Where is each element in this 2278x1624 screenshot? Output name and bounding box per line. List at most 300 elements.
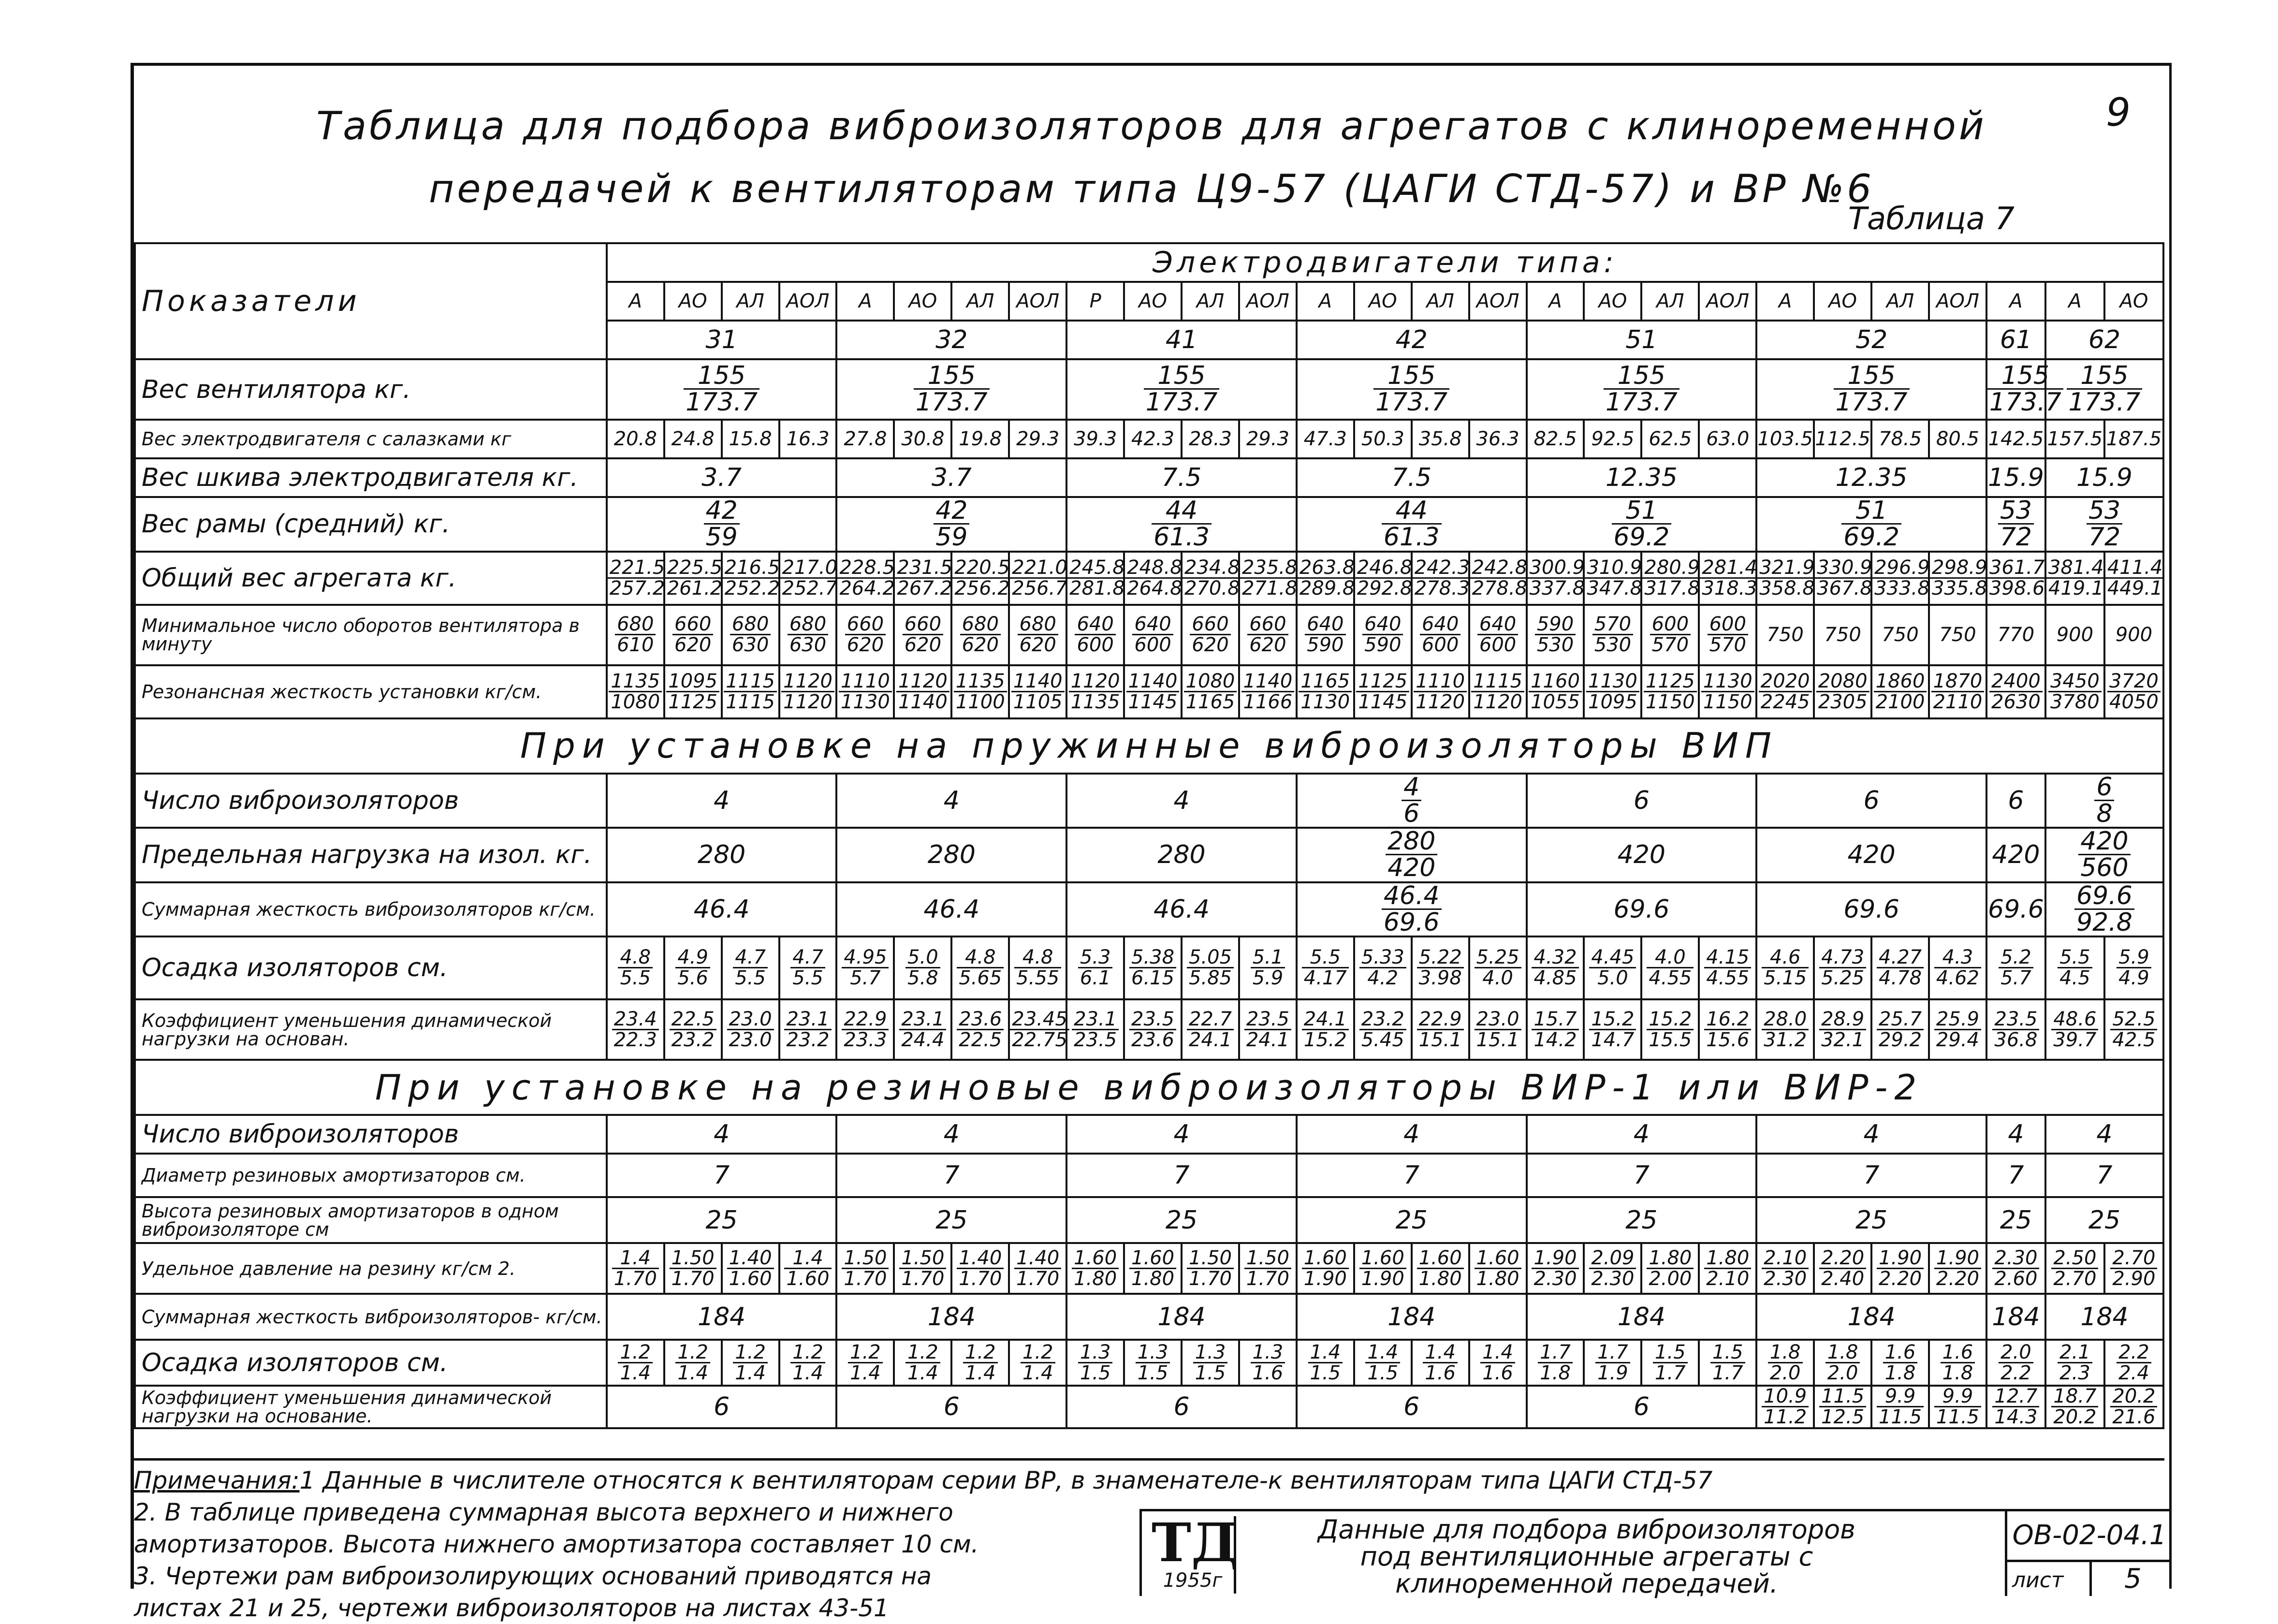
group-value — [1527, 497, 1757, 552]
fraction-denominator: 2.30 — [1764, 1267, 1807, 1290]
column-value — [1584, 999, 1641, 1060]
motor-type-cell: АЛ — [722, 282, 779, 321]
row-rubber-pressure — [135, 1243, 2163, 1294]
column-value — [951, 999, 1009, 1060]
fraction-numerator: 155 — [684, 363, 759, 390]
fraction-denominator: 267.2 — [897, 577, 952, 600]
fraction-denominator: 2.2 — [2001, 1361, 2031, 1384]
fraction-value — [1480, 1343, 1515, 1383]
fraction-numerator: 42 — [934, 498, 969, 525]
fraction-denominator: 600 — [1479, 634, 1517, 657]
column-value: 750 — [1929, 605, 1986, 665]
drawing-sheet — [131, 63, 2172, 1622]
fraction-value — [1762, 1010, 1809, 1050]
motor-size-cell: 41 — [1066, 321, 1297, 359]
fraction-denominator: 173.7 — [1989, 388, 2061, 417]
fraction-numerator: 1125 — [1356, 672, 1409, 692]
fraction-numerator: 660 — [845, 614, 886, 635]
fraction-denominator: 23.0 — [729, 1028, 772, 1051]
fraction-denominator: 333.8 — [1874, 577, 1930, 600]
fraction-denominator: 5.85 — [1188, 967, 1232, 990]
column-value — [1871, 665, 1929, 718]
fraction-numerator: 381.4 — [2046, 558, 2106, 579]
column-value — [1584, 1243, 1641, 1294]
title-block-line-2: под вентиляционные агрегаты с — [1360, 1541, 1813, 1572]
fraction-value — [1841, 498, 1901, 550]
group-value — [607, 359, 837, 420]
fraction-denominator: 1.4 — [735, 1361, 766, 1384]
fraction-numerator: 640 — [1075, 614, 1115, 635]
fraction-numerator: 1.90 — [1532, 1248, 1578, 1269]
fraction-value — [1069, 672, 1122, 712]
fraction-value — [1414, 672, 1467, 712]
motors-type-header: Электродвигатели типа: — [607, 243, 2163, 282]
drawing-code: ОВ-02-04.1 — [2005, 1511, 2172, 1562]
fraction-numerator: 217.0 — [780, 558, 840, 579]
column-value — [1354, 665, 1412, 718]
fraction-value — [1129, 1248, 1176, 1288]
group-value — [1297, 828, 1527, 882]
fraction-value — [963, 1343, 998, 1383]
fraction-denominator: 69.6 — [1383, 907, 1440, 937]
column-value — [1641, 999, 1699, 1060]
title-block — [1139, 1509, 2172, 1599]
column-value — [1814, 1386, 1871, 1428]
fraction-value — [2110, 1387, 2157, 1427]
column-value — [1009, 1340, 1066, 1386]
column-value — [1469, 936, 1527, 999]
fraction-value — [1999, 948, 2033, 988]
fraction-denominator: 15.5 — [1649, 1028, 1692, 1051]
fraction-numerator: 4.9 — [675, 948, 710, 968]
fraction-denominator: 1.70 — [1246, 1267, 1289, 1290]
fraction-numerator: 640 — [1477, 614, 1518, 635]
fraction-value — [618, 1343, 653, 1383]
fraction-value — [934, 498, 969, 550]
column-value — [1009, 665, 1066, 718]
fraction-value — [1934, 1387, 1981, 1427]
fraction-numerator: 1.50 — [1244, 1248, 1291, 1269]
fraction-denominator: 1120 — [1473, 690, 1522, 713]
group-value — [2045, 882, 2163, 937]
row-spring-count — [135, 774, 2163, 828]
motor-type-cell: АО — [1354, 282, 1412, 321]
fraction-numerator: 1135 — [609, 672, 662, 692]
header-row-1 — [135, 243, 2163, 282]
fraction-numerator: 234.8 — [1183, 558, 1242, 579]
fraction-numerator: 23.45 — [1010, 1010, 1069, 1030]
fraction-denominator: 1.70 — [1188, 1267, 1232, 1290]
fraction-denominator: 1100 — [955, 690, 1005, 713]
column-value: 47.3 — [1297, 420, 1354, 458]
fraction-value — [1129, 948, 1176, 988]
fraction-value — [612, 1248, 659, 1288]
group-value: 184 — [1756, 1294, 1986, 1340]
fraction-denominator: 5.65 — [959, 967, 1002, 990]
fraction-numerator: 420 — [2078, 829, 2130, 855]
fraction-denominator: 1.5 — [1367, 1361, 1399, 1384]
group-value — [836, 497, 1066, 552]
fraction-denominator: 2.0 — [1827, 1361, 1858, 1384]
fraction-denominator: 5.9 — [1252, 967, 1284, 990]
column-value — [2045, 552, 2104, 605]
fraction-numerator: 16.2 — [1704, 1010, 1751, 1030]
column-value — [1986, 665, 2045, 718]
fraction-denominator: 1.5 — [1310, 1361, 1341, 1384]
fraction-denominator: 1150 — [1703, 690, 1752, 713]
row-label: Вес вентилятора кг. — [135, 359, 607, 420]
fraction-denominator: 530 — [1536, 634, 1574, 657]
fraction-denominator: 14.2 — [1533, 1028, 1577, 1051]
fraction-value — [784, 1010, 831, 1050]
fraction-value — [1992, 1387, 2039, 1427]
fraction-denominator: 4.0 — [1482, 967, 1513, 990]
group-value: 25 — [836, 1197, 1066, 1243]
column-value — [664, 1340, 722, 1386]
column-value — [836, 999, 894, 1060]
fraction-value — [1934, 1248, 1981, 1288]
fraction-denominator: 570 — [1651, 634, 1689, 657]
fraction-denominator: 2.70 — [2053, 1267, 2097, 1290]
motor-size-cell: 32 — [836, 321, 1066, 359]
column-value — [1871, 1340, 1929, 1386]
column-value — [1124, 1340, 1182, 1386]
column-value: 63.0 — [1699, 420, 1756, 458]
fraction-value — [1136, 1343, 1170, 1383]
fraction-value — [837, 558, 897, 598]
column-value — [1239, 665, 1297, 718]
fraction-numerator: 296.9 — [1872, 558, 1932, 579]
fraction-numerator: 5.9 — [2117, 948, 2151, 968]
fraction-value — [1193, 1343, 1228, 1383]
column-value — [1986, 1386, 2045, 1428]
fraction-value — [1644, 672, 1697, 712]
fraction-denominator: 620 — [1249, 634, 1286, 657]
column-value — [1182, 999, 1239, 1060]
fraction-numerator: 1130 — [1701, 672, 1754, 692]
fraction-numerator: 5.33 — [1359, 948, 1406, 968]
fraction-value — [1152, 498, 1212, 550]
fraction-value — [1021, 1343, 1055, 1383]
column-value — [1527, 999, 1584, 1060]
column-value — [1469, 1340, 1527, 1386]
column-value — [1239, 552, 1297, 605]
fraction-numerator: 660 — [672, 614, 713, 635]
group-value — [1297, 882, 1527, 937]
fraction-numerator: 3720 — [2107, 672, 2161, 692]
group-value: 25 — [1527, 1197, 1757, 1243]
row-label: Суммарная жесткость виброизоляторов- кг/см. — [135, 1294, 607, 1340]
column-value — [894, 936, 951, 999]
column-value — [1584, 605, 1641, 665]
fraction-numerator: 2020 — [1759, 672, 1812, 692]
fraction-numerator: 23.2 — [1359, 1010, 1406, 1030]
column-value — [951, 605, 1009, 665]
row-resonant-stiffness — [135, 665, 2163, 718]
fraction-numerator: 246.8 — [1355, 558, 1415, 579]
motor-type-cell: АОЛ — [1009, 282, 1066, 321]
fraction-value — [1067, 558, 1127, 598]
fraction-denominator: 39.7 — [2053, 1028, 2097, 1051]
fraction-value — [730, 614, 771, 655]
fraction-value — [895, 558, 954, 598]
fraction-value — [1129, 1010, 1176, 1050]
column-value — [1756, 1386, 1814, 1428]
fraction-numerator: 9.9 — [1934, 1387, 1981, 1407]
fraction-numerator: 281.4 — [1700, 558, 1759, 579]
fraction-denominator: 2.10 — [1706, 1267, 1750, 1290]
note-3b: листах 21 и 25, чертежи виброизоляторов на листах 43-51 — [134, 1594, 889, 1622]
fraction-numerator: 44 — [1382, 498, 1442, 525]
column-value — [1756, 1243, 1814, 1294]
fraction-numerator: 1.4 — [1308, 1343, 1343, 1363]
column-value — [1986, 1243, 2045, 1294]
fraction-numerator: 23.6 — [957, 1010, 1004, 1030]
column-value — [1814, 552, 1871, 605]
fraction-numerator: 1.40 — [727, 1248, 774, 1269]
fraction-denominator: 620 — [847, 634, 884, 657]
fraction-denominator: 6.15 — [1131, 967, 1175, 990]
table-number: Таблица 7 — [1848, 201, 2015, 237]
fraction-numerator: 660 — [1247, 614, 1288, 635]
fraction-denominator: 449.1 — [2107, 577, 2163, 600]
fraction-numerator: 228.5 — [837, 558, 897, 579]
fraction-numerator: 263.8 — [1298, 558, 1357, 579]
fraction-numerator: 53 — [1998, 498, 2034, 525]
fraction-value — [781, 672, 834, 712]
column-value: 50.3 — [1354, 420, 1412, 458]
fraction-numerator: 1120 — [896, 672, 949, 692]
group-value: 184 — [1527, 1294, 1757, 1340]
column-value — [1066, 552, 1124, 605]
column-value — [1297, 552, 1354, 605]
fraction-denominator: 72 — [2088, 523, 2121, 552]
fraction-value — [1595, 1343, 1630, 1383]
row-label: Резонансная жесткость установки кг/см. — [135, 665, 607, 718]
fraction-numerator: 2.30 — [1992, 1248, 2039, 1269]
column-value — [1527, 552, 1584, 605]
fraction-numerator: 411.4 — [2105, 558, 2165, 579]
fraction-value — [1989, 672, 2043, 712]
column-value — [1412, 552, 1469, 605]
column-value: 187.5 — [2104, 420, 2163, 458]
fraction-denominator: 72 — [2000, 523, 2032, 552]
column-value — [1584, 1340, 1641, 1386]
motor-type-cell: АЛ — [1412, 282, 1469, 321]
row-spring-deflection — [135, 936, 2163, 999]
fraction-denominator: 1.5 — [1080, 1361, 1111, 1384]
fraction-numerator: 1.3 — [1136, 1343, 1170, 1363]
column-value — [722, 605, 779, 665]
column-value — [1527, 1340, 1584, 1386]
fraction-denominator: 22.75 — [1012, 1028, 1067, 1051]
column-value — [1009, 552, 1066, 605]
motor-type-cell: А — [607, 282, 664, 321]
column-value — [1412, 936, 1469, 999]
fraction-denominator: 8 — [2096, 799, 2113, 828]
group-value: 3.7 — [607, 458, 837, 497]
fraction-denominator: 4.2 — [1367, 967, 1399, 990]
fraction-value — [1529, 672, 1582, 712]
group-value: 69.6 — [1986, 882, 2045, 937]
column-value — [1239, 605, 1297, 665]
fraction-numerator: 23.4 — [612, 1010, 659, 1030]
column-value — [836, 665, 894, 718]
column-value — [894, 1340, 951, 1386]
column-value — [1354, 605, 1412, 665]
group-value: 184 — [1066, 1294, 1297, 1340]
title-line-2: передачей к вентиляторам типа Ц9-57 (ЦАГИ СТД-57) и ВР №6 — [428, 166, 1875, 211]
group-value: 6 — [1527, 1386, 1757, 1428]
fraction-value — [2117, 1343, 2151, 1383]
group-value: 184 — [1986, 1294, 2045, 1340]
fraction-value — [733, 948, 768, 988]
column-value: 80.5 — [1929, 420, 1986, 458]
fraction-value — [2087, 498, 2122, 550]
column-value — [1066, 936, 1124, 999]
fraction-value — [723, 558, 782, 598]
column-value — [1814, 1243, 1871, 1294]
column-value — [1066, 1340, 1124, 1386]
group-value — [2045, 828, 2163, 882]
fraction-value — [1819, 948, 1866, 988]
column-value — [722, 1243, 779, 1294]
fraction-numerator: 4.73 — [1819, 948, 1866, 968]
fraction-numerator: 680 — [788, 614, 828, 635]
column-value — [664, 605, 722, 665]
fraction-numerator: 4.8 — [1014, 948, 1061, 968]
fraction-value — [1014, 948, 1061, 988]
fraction-numerator: 680 — [615, 614, 656, 635]
group-value: 6 — [1756, 774, 1986, 828]
fraction-value — [1815, 558, 1874, 598]
fraction-numerator: 22.7 — [1187, 1010, 1234, 1030]
fraction-denominator: 61.3 — [1154, 523, 1210, 552]
fraction-numerator: 570 — [1592, 614, 1633, 635]
fraction-numerator: 24.1 — [1302, 1010, 1349, 1030]
row-label: Диаметр резиновых амортизаторов см. — [135, 1154, 607, 1197]
column-value — [1871, 552, 1929, 605]
fraction-value — [2058, 1343, 2092, 1383]
fraction-value — [1072, 1010, 1119, 1050]
column-value — [2045, 665, 2104, 718]
row-label: Число виброизоляторов — [135, 1115, 607, 1154]
fraction-numerator: 1.4 — [612, 1248, 659, 1269]
fraction-numerator: 1.4 — [1480, 1343, 1515, 1363]
fraction-numerator: 1115 — [1471, 672, 1524, 692]
fraction-value — [1700, 558, 1759, 598]
fraction-denominator: 2.30 — [1591, 1267, 1635, 1290]
fraction-value — [957, 1010, 1004, 1050]
fraction-denominator: 5.7 — [2001, 967, 2031, 990]
fraction-numerator: 242.3 — [1413, 558, 1472, 579]
fraction-denominator: 570 — [1709, 634, 1746, 657]
fraction-value — [1819, 1387, 1866, 1427]
motor-type-cell: А — [1297, 282, 1354, 321]
fraction-numerator: 1.2 — [675, 1343, 710, 1363]
fraction-value — [1992, 1248, 2039, 1288]
title-block-text — [1243, 1516, 1930, 1597]
fraction-value — [704, 498, 740, 550]
fraction-denominator: 620 — [962, 634, 999, 657]
fraction-denominator: 1.70 — [901, 1267, 945, 1290]
fraction-value — [1417, 1248, 1464, 1288]
fraction-value — [1417, 948, 1464, 988]
fraction-value — [1471, 672, 1524, 712]
td-logo — [1152, 1511, 1239, 1594]
fraction-value — [1604, 363, 1679, 415]
fraction-denominator: 1.70 — [671, 1267, 715, 1290]
column-value — [1871, 1243, 1929, 1294]
group-value: 184 — [836, 1294, 1066, 1340]
motor-type-cell: АО — [894, 282, 951, 321]
fraction-value — [1247, 614, 1288, 655]
fraction-numerator: 69.6 — [2074, 883, 2134, 910]
group-value — [1986, 497, 2045, 552]
group-value: 6 — [607, 1386, 837, 1428]
fraction-numerator: 12.7 — [1992, 1387, 2039, 1407]
column-value — [836, 552, 894, 605]
motor-type-cell: Р — [1066, 282, 1124, 321]
fraction-value — [1877, 1010, 1924, 1050]
column-value — [951, 552, 1009, 605]
motor-type-cell: АОЛ — [1929, 282, 1986, 321]
column-value — [1756, 999, 1814, 1060]
fraction-numerator: 1095 — [666, 672, 719, 692]
fraction-numerator: 660 — [1190, 614, 1230, 635]
sheet-box — [2005, 1562, 2172, 1596]
fraction-numerator: 155 — [1987, 363, 2063, 390]
column-value — [1814, 665, 1871, 718]
fraction-value — [914, 363, 990, 415]
fraction-denominator: 92.8 — [2076, 907, 2132, 937]
column-value — [1929, 1340, 1986, 1386]
fraction-value — [784, 1248, 831, 1288]
column-value — [1182, 1340, 1239, 1386]
column-value — [1814, 936, 1871, 999]
note-3a: 3. Чертежи рам виброизолирующих оснований приводятся на — [134, 1562, 932, 1590]
column-value: 16.3 — [779, 420, 837, 458]
row-label: Вес электродвигателя с салазками кг — [135, 420, 607, 458]
group-value: 280 — [1066, 828, 1297, 882]
fraction-value — [1356, 672, 1409, 712]
note-2b: амортизаторов. Высота нижнего амортизатора составляет 10 см. — [134, 1530, 979, 1558]
column-value — [1354, 552, 1412, 605]
fraction-value — [790, 948, 825, 988]
column-value — [1009, 999, 1066, 1060]
row-label: Предельная нагрузка на изол. кг. — [135, 828, 607, 882]
fraction-denominator: 620 — [1019, 634, 1056, 657]
fraction-value — [733, 1343, 768, 1383]
fraction-numerator: 2.10 — [1762, 1248, 1809, 1269]
fraction-numerator: 1165 — [1299, 672, 1352, 692]
fraction-denominator: 281.8 — [1069, 577, 1125, 600]
fraction-numerator: 1.60 — [1129, 1248, 1176, 1269]
group-value — [607, 497, 837, 552]
fraction-value — [1359, 1248, 1406, 1288]
fraction-numerator: 44 — [1152, 498, 1212, 525]
fraction-value — [1592, 614, 1633, 655]
group-value: 6 — [1066, 1386, 1297, 1428]
fraction-numerator: 4.32 — [1532, 948, 1578, 968]
column-value — [1297, 665, 1354, 718]
fraction-value — [839, 672, 892, 712]
fraction-value — [1987, 363, 2063, 415]
fraction-value — [1359, 1010, 1406, 1050]
fraction-numerator: 2.1 — [2058, 1343, 2092, 1363]
fraction-denominator: 264.8 — [1127, 577, 1183, 600]
fraction-denominator: 2.20 — [1879, 1267, 1922, 1290]
